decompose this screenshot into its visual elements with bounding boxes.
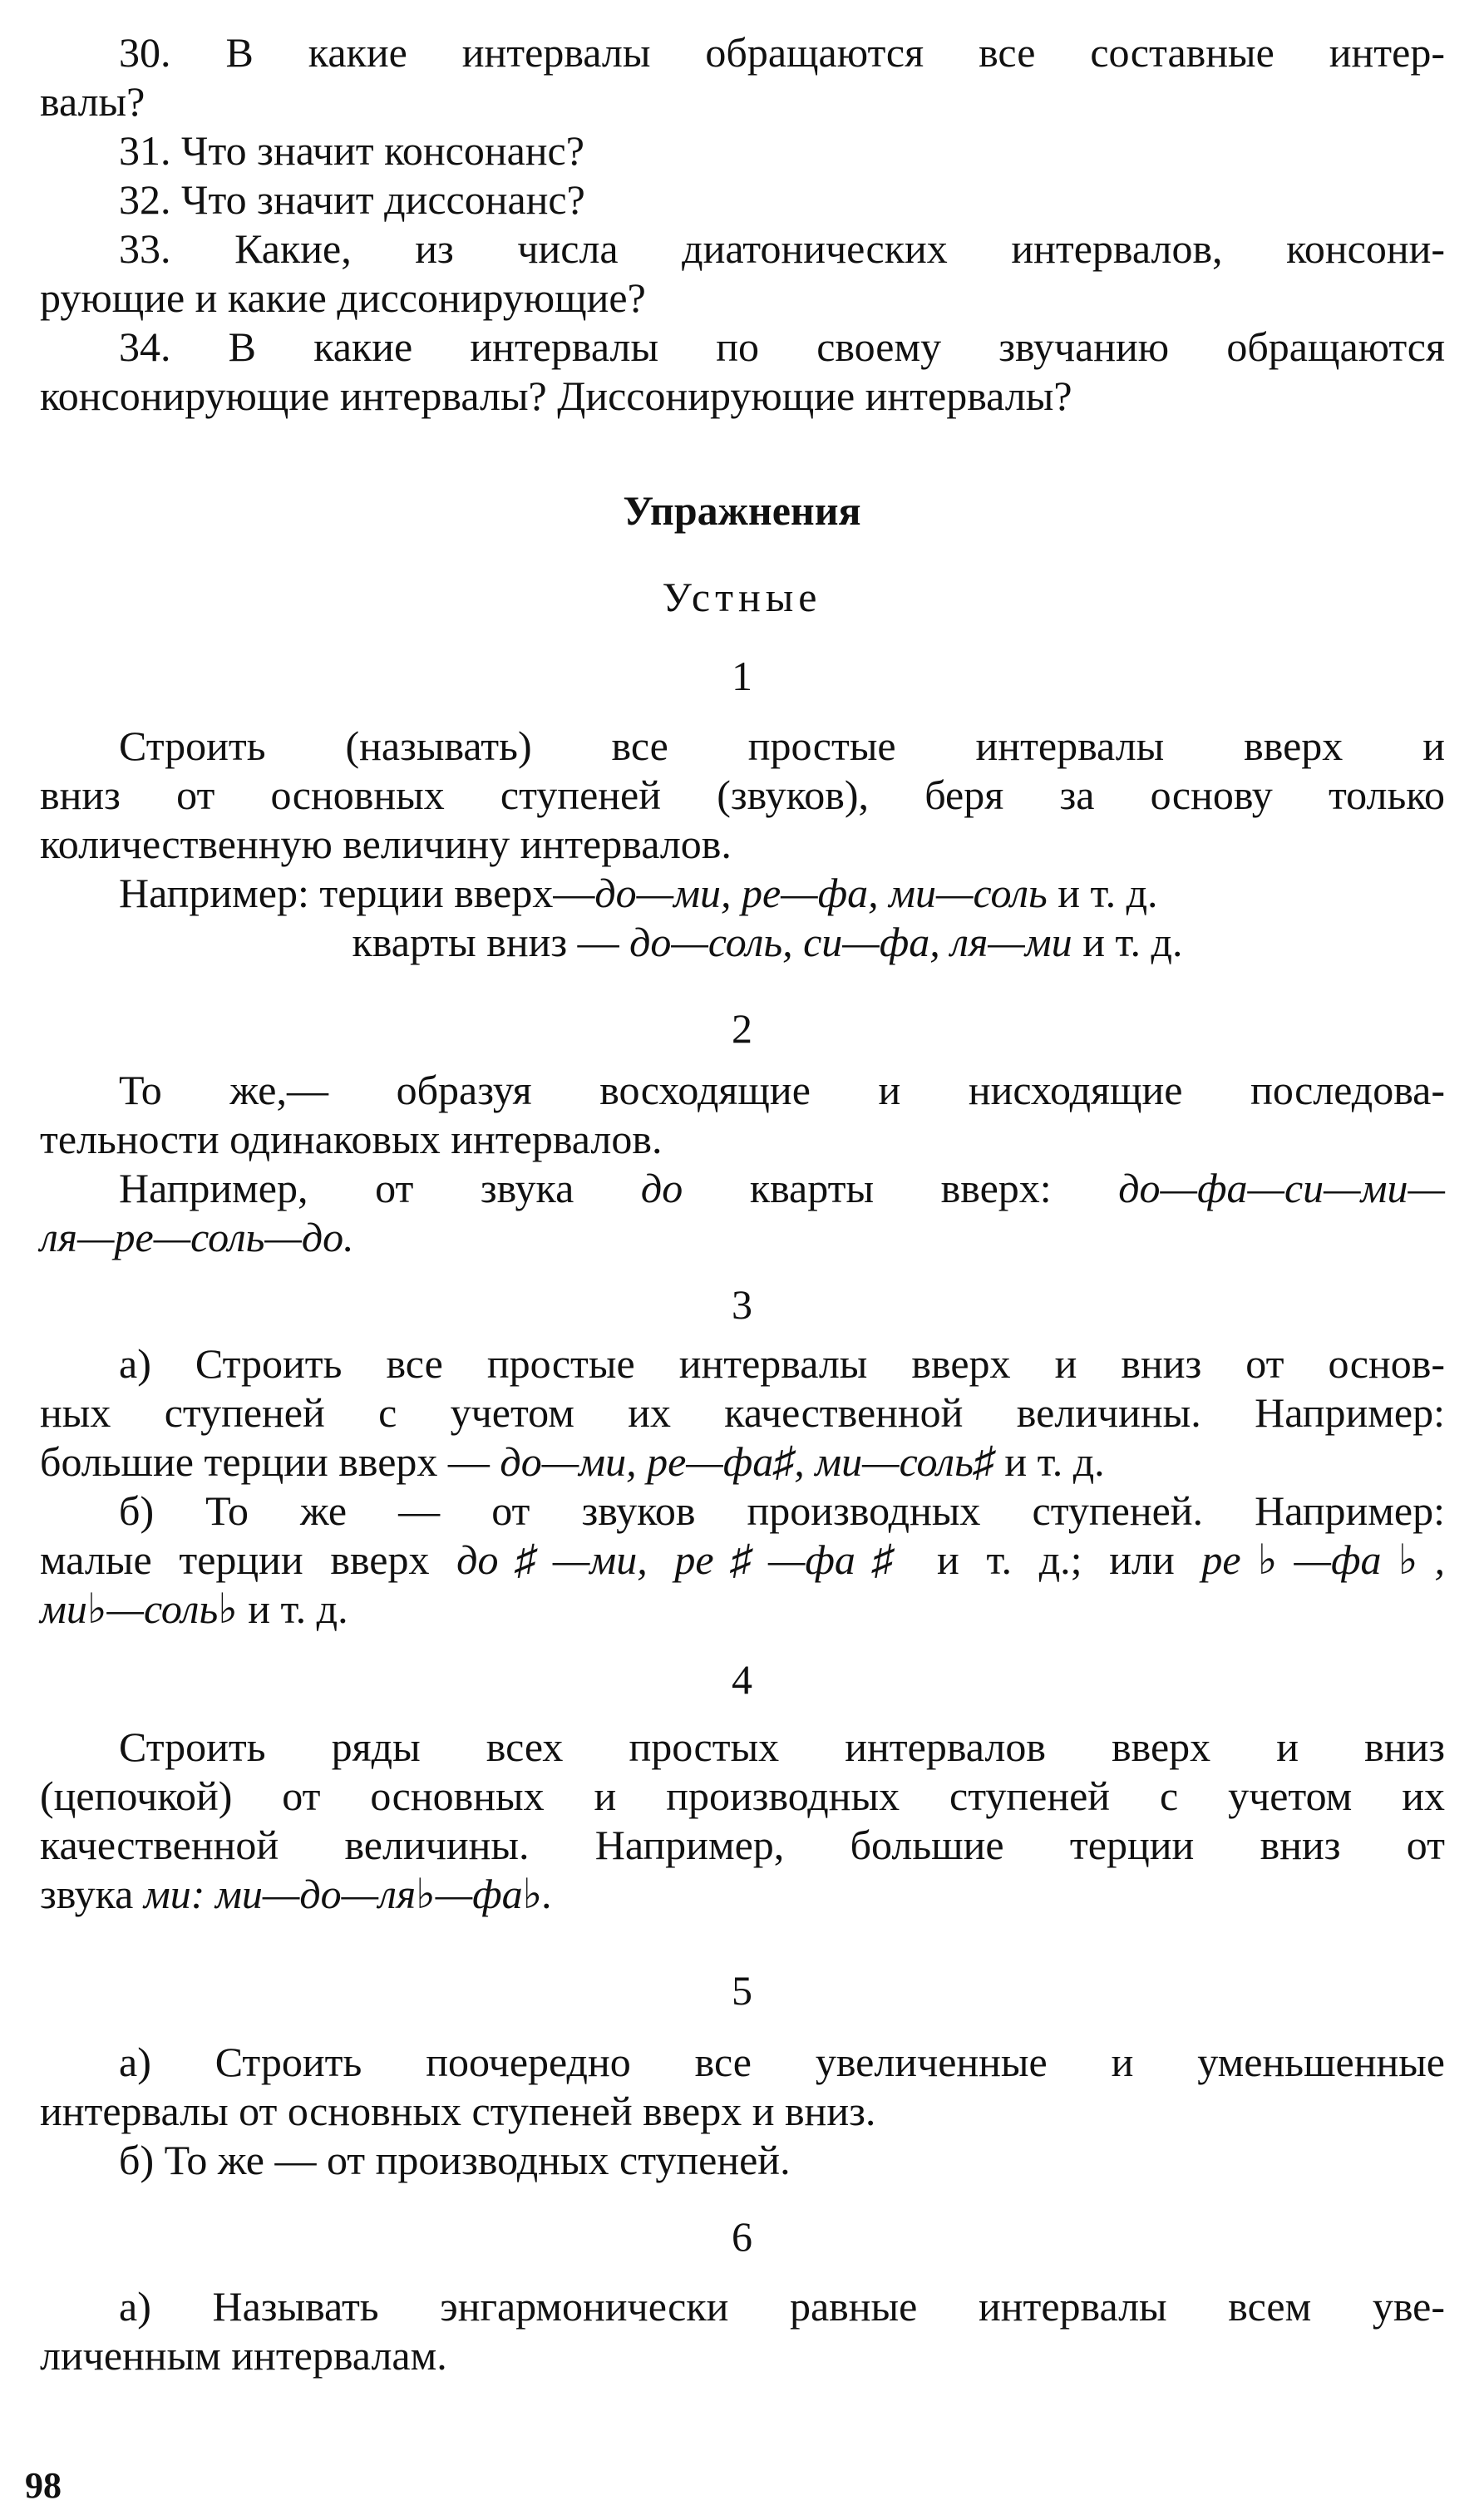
exercise-number: 6 <box>732 2213 752 2260</box>
text-line <box>40 1437 1445 1487</box>
text-line <box>40 1487 1445 1536</box>
text-line <box>40 820 1445 869</box>
text-segment: и т. д. <box>993 1438 1105 1485</box>
italic-note-names: до♯—ми, ре♯—фа♯ <box>456 1536 910 1583</box>
text-line <box>40 224 1445 274</box>
italic-note-names: ми♭—соль♭ <box>40 1585 238 1632</box>
text-segment: а) Строить все простые интервалы вверх и вниз от основ- <box>119 1340 1445 1387</box>
text-segment: То же,— образуя восходящие и нисходящие последова- <box>119 1067 1445 1113</box>
text-line <box>40 1164 1445 1213</box>
text-segment: рующие и какие диссонирующие? <box>40 274 646 321</box>
text-segment: и т. д. <box>1047 870 1158 916</box>
text-segment: консонирующие интервалы? Диссонирующие интервалы? <box>40 372 1072 419</box>
text-line <box>40 323 1445 372</box>
text-line <box>40 771 1445 820</box>
exercise-number: 3 <box>732 1281 752 1328</box>
text-line <box>40 175 1445 224</box>
text-segment: 30. В какие интервалы обращаются все составные интер- <box>119 29 1445 76</box>
text-segment: вниз от основных ступеней (звуков), беря за основу только <box>40 772 1445 818</box>
text-segment: а) Называть энгармонически равные интервалы всем уве- <box>119 2283 1445 2330</box>
text-line <box>40 1213 1445 1262</box>
text-segment: и т. д. <box>237 1585 348 1632</box>
exercise-6-text <box>40 2282 1445 2380</box>
text-segment: 32. Что значит диссонанс? <box>119 176 585 223</box>
text-line <box>40 1066 1445 1115</box>
text-line <box>40 28 1445 77</box>
exercise-2-text <box>40 1066 1445 1262</box>
text-segment: Например: терции вверх— <box>119 870 595 916</box>
text-segment: Строить (называть) все простые интервалы вверх и <box>119 722 1445 769</box>
review-questions <box>40 28 1445 421</box>
exercise-1-text <box>40 722 1445 918</box>
text-segment: интервалы от основных ступеней вверх и вниз. <box>40 2088 876 2134</box>
exercise-number: 4 <box>732 1656 752 1703</box>
subsection-title: Устные <box>662 574 822 620</box>
italic-note-names: ми: ми—до—ля♭—фа♭. <box>143 1871 553 1917</box>
text-line <box>40 869 1445 918</box>
text-segment: личенным интервалам. <box>40 2332 447 2379</box>
text-segment: большие терции вверх — <box>40 1438 500 1485</box>
text-segment: а) Строить поочередно все увеличенные и уменьшенные <box>119 2039 1445 2085</box>
text-line <box>40 1388 1445 1437</box>
italic-note-names: до—соль, си—фа, ля—ми <box>629 919 1072 965</box>
text-line <box>40 1115 1445 1164</box>
text-segment: б) То же — от производных ступеней. <box>119 2137 791 2183</box>
exercise-number: 1 <box>732 653 752 699</box>
italic-note-names: до <box>640 1165 683 1211</box>
text-segment: малые терции вверх <box>40 1536 457 1583</box>
italic-note-names: ре♭—фа♭, <box>1201 1536 1445 1583</box>
section-title: Упражнения <box>623 487 861 534</box>
text-segment: и т. д. <box>1072 919 1183 965</box>
text-segment: качественной величины. Например, большие терции вниз от <box>40 1822 1445 1868</box>
exercise-3-text <box>40 1339 1445 1634</box>
text-line <box>40 918 1445 967</box>
text-line <box>40 2331 1445 2380</box>
text-line <box>40 2282 1445 2331</box>
exercise-number: 5 <box>732 1967 752 2014</box>
text-line <box>40 1870 1445 1919</box>
exercise-1-example <box>40 918 1445 967</box>
italic-note-names: до—фа—си—ми— <box>1118 1165 1445 1211</box>
text-segment: звука <box>40 1871 144 1917</box>
text-line <box>40 1723 1445 1772</box>
exercise-number: 2 <box>732 1005 752 1052</box>
text-line <box>40 722 1445 771</box>
text-segment: 33. Какие, из числа диатонических интервалов, консони- <box>119 225 1445 272</box>
text-line <box>40 274 1445 323</box>
text-segment: 31. Что значит консонанс? <box>119 127 584 174</box>
text-segment: и т. д.; или <box>910 1536 1202 1583</box>
page-number: 98 <box>25 2465 62 2506</box>
text-segment: Строить ряды всех простых интервалов вверх и вниз <box>119 1723 1445 1770</box>
text-line <box>40 372 1445 421</box>
text-line <box>40 1585 1445 1634</box>
text-segment: Например, от звука <box>119 1165 641 1211</box>
text-segment: кварты вниз — <box>352 919 630 965</box>
exercise-4-text <box>40 1723 1445 1919</box>
italic-note-names: до—ми, ре—фа♯, ми—соль♯ <box>500 1438 994 1485</box>
text-line <box>40 77 1445 126</box>
italic-note-names: до—ми, ре—фа, ми—соль <box>594 870 1048 916</box>
text-segment: тельности одинаковых интервалов. <box>40 1116 663 1162</box>
text-segment: кварты вверх: <box>683 1165 1119 1211</box>
text-segment: (цепочкой) от основных и производных ступеней с учетом их <box>40 1773 1445 1819</box>
text-line <box>40 2038 1445 2087</box>
text-line <box>40 1772 1445 1821</box>
text-segment: количественную величину интервалов. <box>40 821 732 867</box>
text-line <box>40 126 1445 175</box>
italic-note-names: ля—ре—соль—до. <box>40 1214 354 1260</box>
text-line <box>40 1536 1445 1585</box>
text-line <box>40 2136 1445 2185</box>
text-segment: валы? <box>40 78 145 125</box>
text-line <box>40 1821 1445 1870</box>
text-segment: ных ступеней с учетом их качественной величины. Например: <box>40 1389 1445 1436</box>
exercise-5-text <box>40 2038 1445 2185</box>
text-line <box>40 2087 1445 2136</box>
text-line <box>40 1339 1445 1388</box>
text-segment: б) То же — от звуков производных ступеней. Например: <box>119 1487 1445 1534</box>
text-segment: 34. В какие интервалы по своему звучанию обращаются <box>119 323 1445 370</box>
